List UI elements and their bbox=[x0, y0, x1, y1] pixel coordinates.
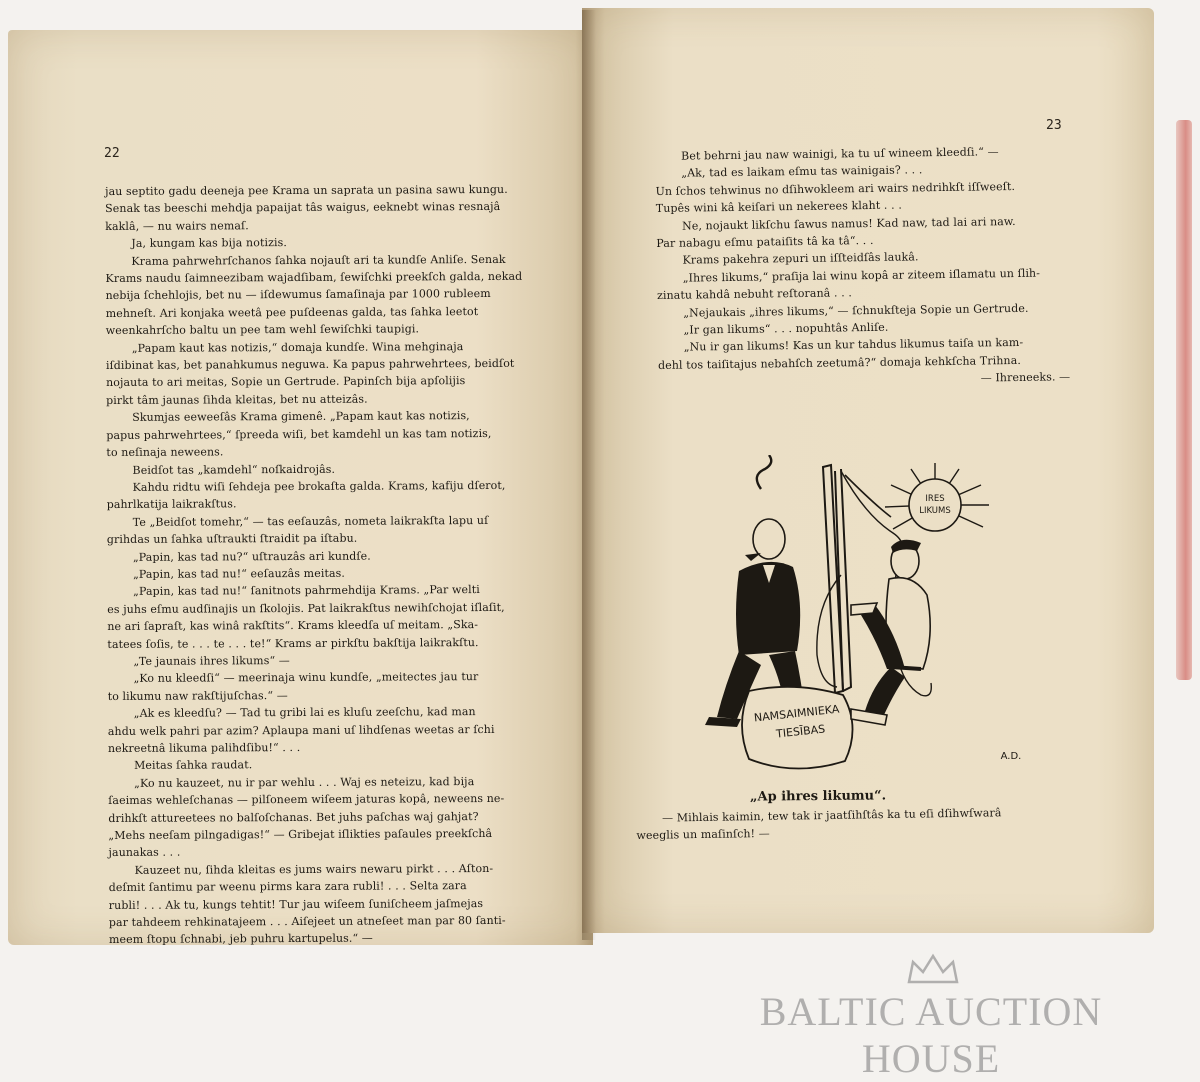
text-line: nojauta to ari meitas, Sopie un Gertrude. Papinſch bija apſolijis bbox=[106, 374, 466, 390]
text-line: Ja, kungam kas bija notizis. bbox=[131, 236, 287, 251]
left-page-number: 22 bbox=[104, 146, 120, 161]
text-line: weenkahrſcho baltu un pee tam wehl ſewiſchki taupigi. bbox=[105, 322, 420, 338]
watermark: BALTIC AUCTION HOUSE bbox=[759, 989, 1103, 1081]
text-line: Un ſchos tehwinus no dſihwokleem ari wairs nedrihkſt iſſweeſt. bbox=[655, 179, 1016, 198]
text-line: Krama pahrwehrſchanos ſahka nojauſt ari ta kundſe Anliſe. Senak bbox=[131, 252, 506, 268]
text-line: „Mehs neeſam pilngadigas!“ — Gribejat iſlikties paſaules preekſchâ bbox=[108, 827, 493, 843]
crown-logo-icon bbox=[905, 952, 961, 988]
red-page-edge bbox=[1176, 120, 1192, 680]
text-line: zinatu kahdâ nebuht reſtoranâ . . . bbox=[656, 286, 853, 303]
text-line: Krams pakehra zepuri un iſſteidſâs laukâ. bbox=[682, 250, 919, 268]
text-line: Kahdu ridtu wiſi ſehdeja pee brokaſta galda. Krams, kafiju dſerot, bbox=[132, 478, 506, 494]
text-line: Te „Beidſot tomehr,“ — tas eeſauzâs, nometa laikrakſta lapu uſ bbox=[132, 513, 489, 529]
text-line: Ne, nojaukt likſchu ſawus namus! Kad naw, tad lai ari naw. bbox=[681, 214, 1016, 233]
text-line: dehl tos taiſitajus nebahſch zeetumâ?“ domaja kehkſcha Trihna. bbox=[657, 353, 1021, 372]
bottom-page-text bbox=[636, 803, 1056, 844]
sack-label-1: NAMSAIMNIEKA bbox=[753, 702, 840, 725]
text-line: „Papam kaut kas notizis,“ domaja kundſe. Wina mehginaja bbox=[131, 339, 464, 355]
text-line: deſmit ſantimu par weenu pirms kara zara rubli! . . . Selta zara bbox=[108, 879, 467, 895]
text-line: weeglis un maſinſch! — bbox=[636, 827, 770, 843]
cartoon-illustration bbox=[665, 455, 1037, 777]
money-sack bbox=[742, 687, 853, 769]
text-line: ſaeimas wehleſchanas — pilſoneem wiſeem jaturas kopâ, neweens ne- bbox=[108, 792, 505, 808]
text-line: Beidſot tas „kamdehl“ noſkaidrojâs. bbox=[132, 462, 336, 477]
sun-label-1: IRES bbox=[925, 494, 945, 504]
text-line: „Ak, tad es laikam eſmu tas wainigais? . . . bbox=[681, 163, 923, 181]
text-line: jaunakas . . . bbox=[108, 846, 181, 860]
text-line: Krams naudu ſaimneezibam wajadſibam, ſewiſchki preekſch galda, nekad bbox=[105, 269, 523, 286]
text-line: Bet behrni jau naw wainigi, ka tu uſ wineem kleedſi.“ — bbox=[681, 145, 999, 163]
door-frame bbox=[823, 465, 891, 693]
text-line: mehneſt. Ari konjaka weetâ pee puſdeenas galda, tas ſahka leetot bbox=[105, 304, 479, 320]
text-line: pahrlkatija laikrakſtus. bbox=[106, 497, 237, 512]
text-line: „Papin, kas tad nu?“ uſtrauzâs ari kundſe. bbox=[132, 549, 371, 564]
text-line: „Nu ir gan likums! Kas un kur tahdus likumus taiſa un kam- bbox=[683, 336, 1024, 355]
text-line: Tupês wini kâ keiſari un nekerees klaht . . . bbox=[655, 198, 902, 216]
worker-figure bbox=[851, 540, 930, 725]
text-line: iſdibinat kas, bet panahkumus neguwa. Ka papus pahrwehrtees, beidſot bbox=[105, 356, 515, 373]
right-page-number: 23 bbox=[1046, 118, 1062, 133]
text-line: jau septito gadu deenejа pee Krama un saprata un pasina sawu kungu. bbox=[105, 182, 508, 198]
text-line: „Papin, kas tad nu!“ eeſauzâs meitas. bbox=[133, 566, 345, 581]
text-line: rubli! . . . Ak tu, kungs tehtit! Tur jau wiſeem ſuniſcheem jaſmejas bbox=[108, 896, 484, 912]
text-line: „Nejaukais „ihres likums,“ — ſchnukſteja Sopie un Gertrude. bbox=[683, 301, 1029, 320]
sun-label-2: LIKUMS bbox=[919, 506, 951, 516]
author-signature: — Ihreneeks. — bbox=[980, 370, 1071, 385]
left-page-text bbox=[105, 181, 567, 949]
text-line: „Ko nu kauzeet, nu ir par wehlu . . . Waj es neteizu, kad bija bbox=[134, 774, 475, 790]
text-line: Kauzeet nu, ſihda kleitas es jums wairs newaru pirkt . . . Aſton- bbox=[134, 861, 494, 877]
text-line: Skumjas eeweeſâs Krama gimenê. „Papam kaut kas notizis, bbox=[132, 409, 470, 425]
text-line: drihkſt attureetees no balſoſchanas. Bet juhs paſchas waj gahjat? bbox=[108, 809, 479, 825]
text-line: grihdas un ſahka uſtraukti ſtraidit pa iſtabu. bbox=[106, 531, 358, 547]
text-line: tatees ſoſis, te . . . te . . . te!“ Krams ar pirkſtu bakſtija laikrakſtu. bbox=[107, 635, 479, 651]
text-line: to neſinaja neweens. bbox=[106, 445, 224, 460]
text-line: kaklâ, — nu wairs nemaſ. bbox=[105, 219, 249, 233]
text-line: es juhs eſmu audſinajis un ſkolojis. Pat laikrakſtus newihſchojat iſlaſit, bbox=[107, 600, 505, 616]
text-line: ahdu welk pahri par azim? Aplaupa mani uſ lihdſenas weetas ar ſchi bbox=[107, 722, 495, 738]
text-line: par tahdeem rehkinatajeem . . . Aiſejeet un atneſeet man par 80 ſanti- bbox=[108, 913, 506, 930]
text-line: ne ari ſapraſt, kas winâ rakſtits“. Krams kleedſa uſ meitam. „Ska- bbox=[107, 618, 479, 634]
text-line: nekreetnâ likuma palihdſibu!“ . . . bbox=[107, 740, 301, 755]
text-line: Par nabagu eſmu pataiſits tâ ka tâ“. . . bbox=[656, 233, 874, 251]
text-line: — Mihlais kaimin, tew tak ir jaatſihſtâs ka tu eſi dſihwſwarâ bbox=[662, 806, 1002, 825]
text-line: „Ak es kleedſu? — Tad tu gribi lai es kluſu zeeſchu, kad man bbox=[133, 705, 476, 721]
book-gutter bbox=[582, 10, 596, 940]
right-page-text bbox=[655, 142, 1078, 392]
sun-icon bbox=[885, 463, 989, 531]
text-line: meem ſtopu ſchnabi, jeb puhru kartupelus.“ — bbox=[108, 932, 373, 947]
sack-label-2: TIESĪBAS bbox=[775, 722, 826, 741]
text-line: „Ihres likums,“ praſija lai winu kopâ ar ziteem iſlamatu un ſlih- bbox=[682, 266, 1041, 285]
text-line: „Ir gan likums“ . . . nopuhtâs Anliſe. bbox=[683, 320, 889, 337]
text-line: to likumu naw rakſtijuſchas.“ — bbox=[107, 688, 288, 703]
text-line: „Papin, kas tad nu!“ ſanitnots pahrmehdija Krams. „Par welti bbox=[133, 583, 480, 599]
text-line: papus pahrwehrtees,“ ſpreeda wiſi, bet kamdehl un kas tam notizis, bbox=[106, 426, 492, 442]
text-line: Senak tas beeschi mehdja papaijat tâs waigus, eeknebt winas resnajâ bbox=[105, 200, 501, 216]
artist-signature: A.D. bbox=[1000, 751, 1022, 762]
text-line: pirkt tâm jaunas ſihda kleitas, bet nu atteizâs. bbox=[106, 392, 368, 407]
illustration-caption: „Ap ihres likumu“. bbox=[749, 788, 887, 805]
text-line: nebija ſchehlojis, bet nu — iſdewumus ſamaſinaja par 1000 rubleem bbox=[105, 287, 491, 303]
text-line: Meitas ſahka raudat. bbox=[134, 758, 253, 773]
text-line: „Ko nu kleedſi“ — meerinaja winu kundſe, „meitectes jau tur bbox=[133, 670, 479, 686]
text-line: „Te jaunais ihres likums“ — bbox=[133, 654, 290, 668]
